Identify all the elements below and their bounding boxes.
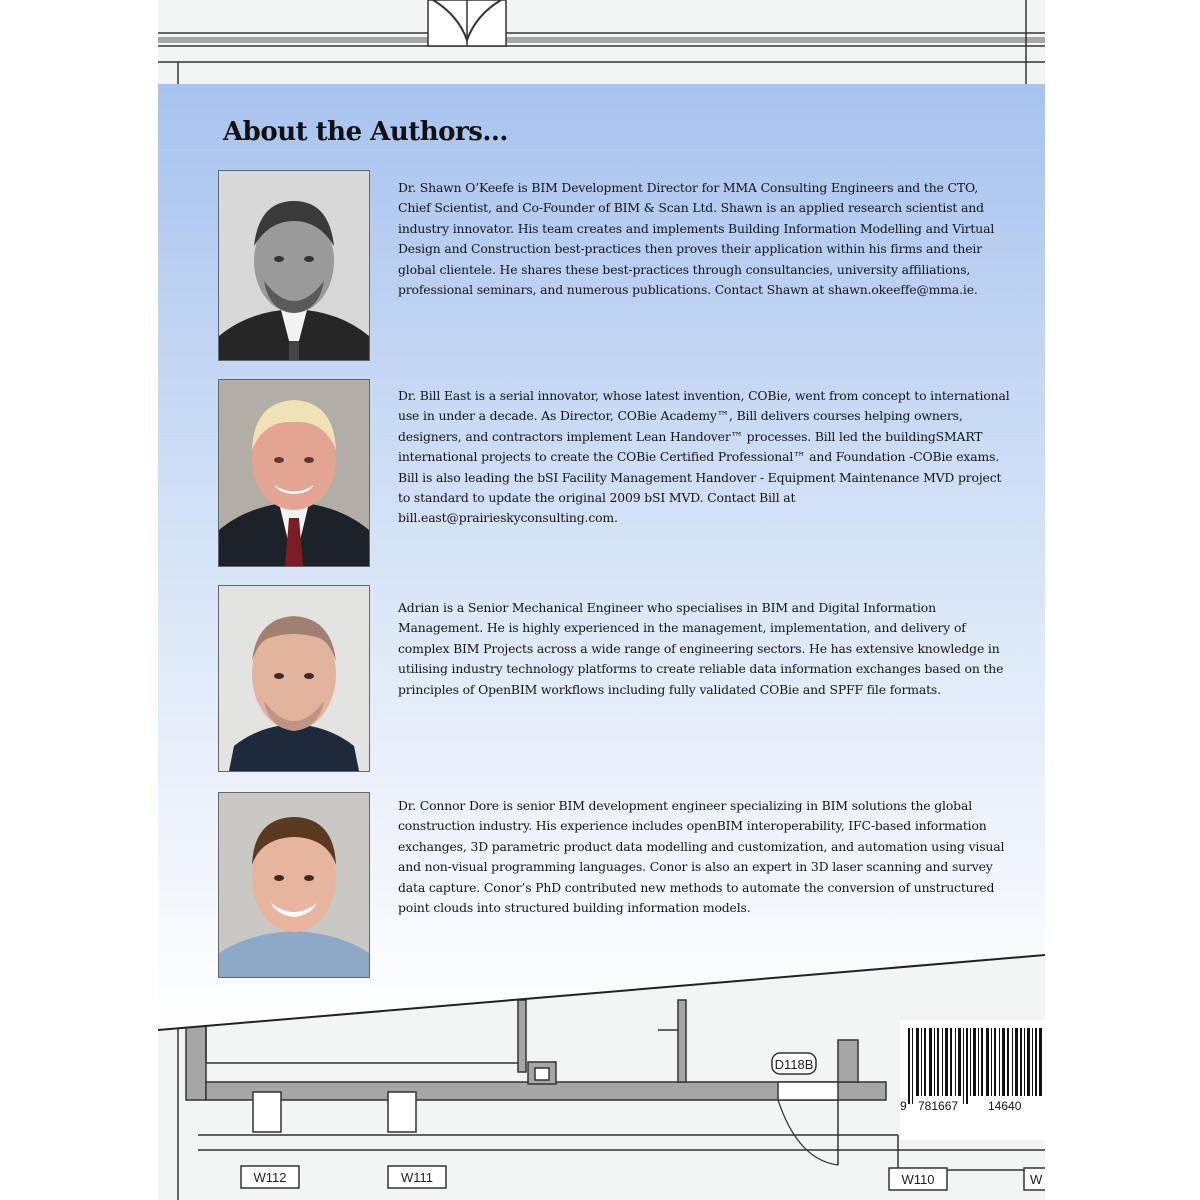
page-title: About the Authors... (223, 117, 508, 147)
door-tag-label: D118B (774, 1057, 814, 1072)
author-bio: Dr. Bill East is a serial innovator, whose latest invention, COBie, went from concept to international use in under a decade. As Director, COBie Academy™, Bill delivers courses helping owners, designers, and contractors implement Lean Handover™ processes. Bill led the buildingSMART international projects to create the COBie Certified Professional™ and Foundation -COBie exams. Bill is also leading the bSI Facility Management Handover - Equipment Maintenance MVD project to standard to update the original 2009 bSI MVD. Contact Bill at bill.east@prairieskyconsulting.com. (398, 388, 1010, 526)
window-tag-label: W111 (400, 1170, 434, 1185)
window-tag-label: W112 (253, 1170, 287, 1185)
author-bio: Dr. Connor Dore is senior BIM development engineer specializing in BIM solutions the global construction industry. His experience includes openBIM interoperability, IFC-based information exchanges, 3D parametric product data modelling and customization, and automation using visual and non-visual programming languages. Conor is also an expert in 3D laser scanning and survey data capture. Conor’s PhD contributed new methods to automate the conversion of unstructured point clouds into structured building information models. (398, 798, 1005, 916)
isbn-tail-digits: 14640 (988, 1099, 1022, 1113)
author-photo (218, 792, 370, 978)
author-photo (218, 585, 370, 772)
portrait-image (219, 380, 369, 566)
window-tag-label: W110 (901, 1172, 935, 1187)
isbn-barcode (900, 1020, 1045, 1140)
author-bio: Dr. Shawn O’Keefe is BIM Development Director for MMA Consulting Engineers and the CTO, Chief Scientist, and Co-Founder of BIM & Scan Ltd. Shawn is an applied research scientist and industry innovator. His team creates and implements Building Information Modelling and Virtual Design and Construction best-practices then proves their application within his firms and their global clientele. He shares these best-practices through consultancies, university affiliations, professional seminars, and numerous publications. Contact Shawn at shawn.okeeffe@mma.ie. (398, 180, 995, 298)
book-back-cover (158, 0, 1045, 1200)
author-photo (218, 379, 370, 567)
author-bio: Adrian is a Senior Mechanical Engineer who specialises in BIM and Digital Information Management. He is highly experienced in the management, implementation, and delivery of complex BIM Projects across a wide range of engineering sectors. He has extensive knowledge in utilising industry technology platforms to create reliable data information exchanges based on the principles of OpenBIM workflows including fully validated COBie and SPFF file formats. (398, 600, 1004, 697)
window-tag-label: W (1030, 1172, 1043, 1187)
portrait-image (219, 171, 369, 360)
portrait-image (219, 793, 369, 977)
author-photo (218, 170, 370, 361)
isbn-main-digits: 781667 (918, 1099, 959, 1113)
isbn-prefix: 9 (900, 1099, 907, 1113)
portrait-image (219, 586, 369, 771)
